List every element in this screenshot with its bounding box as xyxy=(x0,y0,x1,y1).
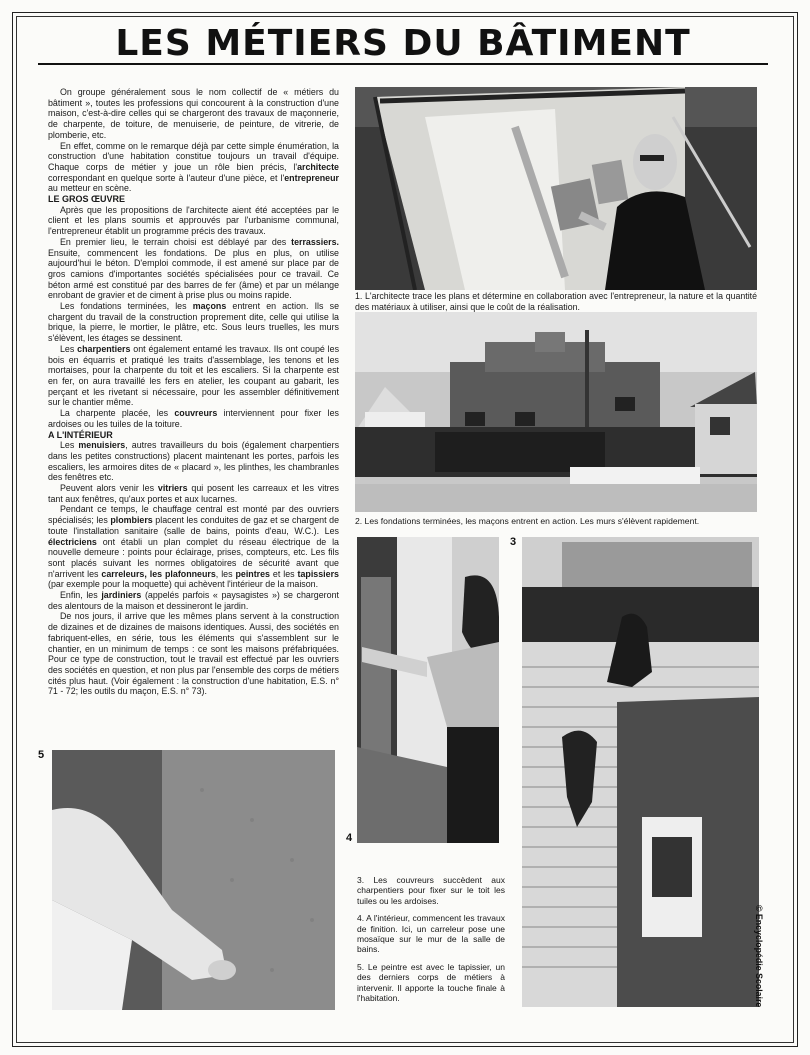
paragraph-charpentiers: Les charpentiers ont également entamé les travaux. Ils ont coupé les bois en équarris et pratiqué les traits d'assemblage, les tenons et les mortaises, pour la charpente du toit et les escaliers. Si la charpente est en fer, on aura travaillé les fers en atelier, les coupant au gabarit, les perçant et les rivetant si nécessaire, pour les assembler définitivement sur le chantier même. xyxy=(48,343,340,408)
caption-3: 3. Les couvreurs succèdent aux charpentiers pour fixer sur le toit les tuiles ou les ardoises. xyxy=(357,875,505,906)
caption-5: 5. Le peintre est avec le tapissier, un des derniers corps de métiers à intervenir. Il apporte la touche finale à l'habitation. xyxy=(357,961,505,1004)
term-peintres: peintres xyxy=(235,568,270,579)
term-electriciens: électriciens xyxy=(48,536,97,547)
term-carreleurs: carreleurs, les plafonneurs xyxy=(101,568,216,579)
captions-3-to-5 xyxy=(357,875,505,1010)
term-entrepreneur: entrepreneur xyxy=(284,172,339,183)
photo-number-3: 3 xyxy=(510,536,517,548)
term-plombiers: plombiers xyxy=(110,515,153,526)
paragraph-intro: On groupe généralement sous le nom collectif de « métiers du bâtiment », toutes les professions qui concourent à la construction d'une maison, c'est-à-dire celles qui se chargeront des travaux de maçonnerie, de charpente, de toiture, de menuiserie, de peinture, de vitrerie, de plomberie, etc. xyxy=(48,87,339,140)
page-title: LES MÉTIERS DU BÂTIMENT xyxy=(115,23,691,64)
term-vitriers: vitriers xyxy=(157,483,188,494)
paragraph-plans: Après que les propositions de l'architecte aient été acceptées par le client et les plans soumis et approuvés par l'urbanisme communal, l'entrepreneur établit un programme précis des travaux. xyxy=(48,204,339,237)
caption-2: 2. Les fondations terminées, les maçons entrent en action. Les murs s'élèvent rapidement. xyxy=(355,516,700,526)
term-macons: maçons xyxy=(192,301,227,312)
photo-number-5: 5 xyxy=(38,749,45,761)
photo-fondations xyxy=(355,312,757,512)
term-menuisiers: menuisiers xyxy=(78,440,126,451)
term-charpentiers: charpentiers xyxy=(77,343,131,354)
paragraph-macons: Les fondations terminées, les maçons entrent en action. Ils se chargent du travail de la construction proprement dite, celle qui utilise la brique, la pierre, le mortier, le plâtre, etc. Sous leurs truelles, les murs s'élèvent, les étages se dessinent. xyxy=(48,301,340,344)
photo-number-4: 4 xyxy=(346,832,353,844)
term-architecte: architecte xyxy=(297,161,339,172)
photo-carreleur xyxy=(357,537,499,843)
photo-peintre xyxy=(52,750,335,1010)
paragraph-team: En effet, comme on le remarque déjà par cette simple énumération, la construction d'une habitation constitue toujours un travail d'équipe. Chaque corps de métier y joue un rôle bien précis, l'architecte correspondant en quelque sorte à l'auteur d'une pièce, et l'entrepreneur au metteur en scène. xyxy=(48,140,339,194)
heading-interieur: A L'INTÉRIEUR xyxy=(48,429,113,440)
heading-gros-oeuvre: LE GROS ŒUVRE xyxy=(48,194,126,205)
title-rule xyxy=(38,63,768,65)
paragraph-menuisiers: Les menuisiers, autres travailleurs du bois (également charpentiers dans les petites constructions) placent maintenant les portes, parfois les escaliers, les armoires dites de « placard », les plinthes, les chambranles des fenêtres etc. xyxy=(48,440,340,483)
photo-architecte xyxy=(355,87,757,290)
paragraph-terrassiers: En premier lieu, le terrain choisi est déblayé par des terrassiers. Ensuite, commencent les fondations. De plus en plus, on utilise aujourd'hui le béton. D'emploi commode, il est amené sur place par de gros camions d'importantes sociétés spécialisées pour ce travail. Ce béton armé est constitué par des barres de fer (âme) et par un mélange enrobant de gravier et de ciment à prise plus ou moins rapide. xyxy=(48,236,339,301)
article-body xyxy=(48,87,339,697)
caption-4: 4. A l'intérieur, commencent les travaux de finition. Ici, un carreleur pose une mosaïque sur le mur de la salle de bains. xyxy=(357,913,505,955)
caption-1: 1. L'architecte trace les plans et détermine en collaboration avec l'entrepreneur, la nature et la quantité des matériaux à utiliser, ainsi que le coût de la réalisation. xyxy=(355,291,757,312)
paragraph-couvreurs: La charpente placée, les couvreurs interviennent pour fixer les ardoises ou les tuiles de la toiture. xyxy=(48,408,339,429)
paragraph-prefabriquees: De nos jours, il arrive que les mêmes plans servent à la construction de dizaines et de dizaines de maisons identiques. Aussi, des sociétés en fabriquent-elles, en série, tous les éléments qui s'assemblent sur le chantier, en un minimum de temps : ce sont les maisons préfabriquées. Pour ce type de construction, tout le travail est effectué par les ouvriers des sociétés en question, et non plus par l'ensemble des corps de métiers cités plus haut. (Voir également : la construction d'une habitation, E.S. n° 71 - 72; les outils du maçon, E.S. n° 73). xyxy=(48,611,339,697)
term-tapissiers: tapissiers xyxy=(297,568,339,579)
paragraph-plombiers: Pendant ce temps, le chauffage central est monté par des ouvriers spécialisés; les plombiers placent les conduites de gaz et se chargent de toute l'installation sanitaire (salle de bains, points d'eau, W.C.). Les électriciens ont établi un plan complet du réseau électrique de la nouvelle demeure : points pour éclairage, prises, compteurs, etc. Les fils sont placés suivant les normes obligatoires de sécurité avant que n'arrivent les carreleurs, les plafonneurs, les peintres et les tapissiers (par exemple pour la moquette) qui achèvent l'intérieur de la maison. xyxy=(48,504,340,590)
paragraph-jardiniers: Enfin, les jardiniers (appelés parfois « paysagistes ») se chargeront des alentours de la maison et dessineront le jardin. xyxy=(48,590,339,611)
term-couvreurs: couvreurs xyxy=(174,408,218,419)
paragraph-vitriers: Peuvent alors venir les vitriers qui posent les carreaux et les vitres tant aux fenêtres, qu'aux portes et aux lucarnes. xyxy=(48,483,339,504)
term-jardiniers: jardiniers xyxy=(101,590,142,601)
term-terrassiers: terrassiers. xyxy=(291,236,339,247)
copyright-notice: © Encyclopédie Scolaire xyxy=(754,905,764,1008)
photo-couvreurs xyxy=(522,537,759,1007)
